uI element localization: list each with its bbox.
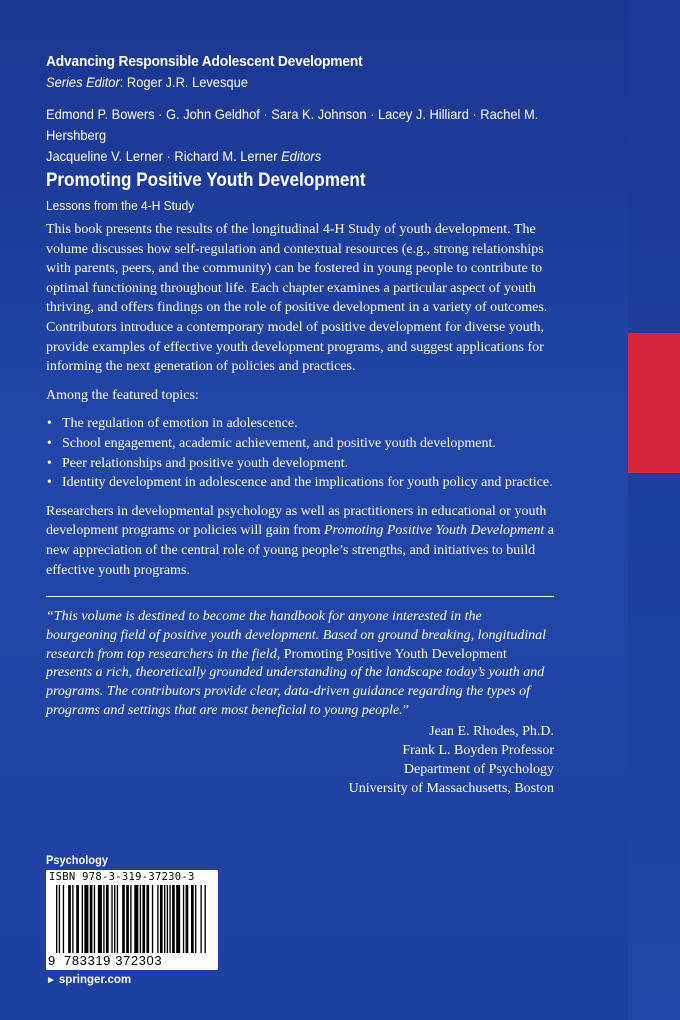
attribution-department: Department of Psychology [403, 762, 554, 777]
editors-label: Editors [281, 148, 322, 164]
subject-category: Psychology [46, 853, 108, 867]
isbn-barcode [46, 870, 218, 970]
barcode-bar [59, 885, 60, 953]
series-editor [46, 72, 543, 92]
editors-line-1: Edmond P. Bowers · G. John Geldhof · Sara K. Johnson · Lacey J. Hilliard · Rachel M. Hershberg [46, 106, 539, 143]
accent-color-tab [628, 333, 680, 473]
quote-close-mark: ” [402, 702, 409, 718]
barcode-bar [169, 885, 170, 953]
barcode-bar [183, 885, 184, 953]
barcode-bar [126, 885, 129, 953]
publisher-url[interactable] [46, 974, 131, 986]
closing-paragraph [46, 502, 566, 580]
barcode-bar [122, 885, 125, 953]
barcode-bar [84, 885, 88, 953]
editors-line-2 [46, 146, 543, 167]
barcode-bar [164, 885, 165, 953]
description-paragraph: This book presents the results of the longitudinal 4-H Study of youth development. The volume discusses how self-regulation and contextual resources (e.g., strong relationships with parents, peers, and the community) can be fostered in young people to contribute to optimal functioning throughout life. Each chapter examines a particular aspect of youth thriving, and offers findings on the role of positive development in a variety of outcomes. Contributors introduce a contemporary model of positive development for diverse youth, provide examples of effective youth development programs, and suggest applications for informing the next generation of policies and practices. [46, 222, 548, 375]
barcode-bar [68, 885, 71, 953]
barcode-bar [195, 885, 196, 953]
barcode-bar [186, 885, 189, 953]
topics-list [46, 414, 566, 492]
barcode-bar [140, 885, 141, 953]
book-description [46, 220, 566, 589]
editors-line-2-names: Jacqueline V. Lerner · Richard M. Lerner [46, 148, 278, 164]
barcode-bar [63, 885, 64, 953]
barcode-bar [106, 885, 109, 953]
barcode-bar [167, 885, 168, 953]
section-divider [46, 596, 554, 597]
arrow-right-icon: ► [46, 975, 56, 986]
barcode-bar [72, 885, 73, 953]
barcode-bar [82, 885, 83, 953]
barcode-bar [157, 885, 158, 953]
barcode-bar [152, 885, 153, 953]
editors-list [46, 104, 543, 167]
closing-text-1: Researchers in developmental psychology as well as practitioners in educational or youth development programs or policies will gain from [46, 503, 547, 539]
barcode-bar [172, 885, 175, 953]
barcode-bar [146, 885, 149, 953]
barcode-bar [200, 885, 201, 953]
barcode-bar [94, 885, 95, 953]
isbn-number: ISBN 978-3-319-37230-3 [49, 871, 195, 883]
barcode-bar [117, 885, 118, 953]
barcode-bar [176, 885, 180, 953]
endorsement-quote [46, 608, 556, 721]
cover-header [46, 52, 586, 215]
attribution-name: Jean E. Rhodes, Ph.D. [429, 724, 554, 739]
barcode-bar [76, 885, 79, 953]
quote-text-2: presents a rich, theoretically grounded understanding of the landscape today’s youth and programs. The contributors provide clear, data-driven guidance regarding the types of programs and settings that are most beneficial to young people. [46, 665, 545, 718]
topic-item: • Identity development in adolescence and the implications for youth policy and practice. [46, 473, 566, 493]
barcode-bar [90, 885, 93, 953]
barcode-bar [160, 885, 163, 953]
series-title: Advancing Responsible Adolescent Development [46, 53, 363, 70]
book-subtitle: Lessons from the 4-H Study [46, 198, 195, 213]
barcode-bar [205, 885, 206, 953]
topic-item: • Peer relationships and positive youth development. [46, 454, 566, 474]
topic-item: • The regulation of emotion in adolescence. [46, 414, 566, 434]
quote-attribution [300, 722, 554, 798]
barcode-bars [56, 885, 208, 953]
publisher-url-text: springer.com [58, 974, 132, 986]
barcode-bar [130, 885, 131, 953]
book-title: Promoting Positive Youth Development [46, 170, 366, 191]
topic-item: • School engagement, academic achievement, and positive youth development. [46, 434, 566, 454]
barcode-bar [114, 885, 115, 953]
closing-book-title: Promoting Positive Youth Development [324, 523, 545, 539]
closing-text-2: a new appreciation of the central role of young people’s strengths, and initiatives to build effective youth programs. [46, 523, 554, 578]
barcode-first-digit: 9 [48, 953, 56, 968]
barcode-bar [191, 885, 194, 953]
series-editor-label: Series Editor [46, 74, 120, 90]
barcode-bar [134, 885, 138, 953]
barcode-bar [103, 885, 104, 953]
attribution-institution: University of Massachusetts, Boston [348, 781, 554, 796]
spine-edge [628, 0, 680, 1020]
barcode-bar [56, 885, 57, 953]
topics-intro: Among the featured topics: [46, 387, 199, 403]
barcode-bar [142, 885, 145, 953]
attribution-title: Frank L. Boyden Professor [402, 743, 554, 758]
quote-book-title: Promoting Positive Youth Development [283, 646, 507, 662]
barcode-remaining-digits: 783319 372303 [64, 953, 163, 968]
quote-text-1: “This volume is destined to become the handbook for anyone interested in the bourgeoning field of positive youth development. Based on ground breaking, longitudinal research from top researchers in the field, [46, 609, 547, 662]
series-editor-name: : Roger J.R. Levesque [119, 74, 248, 90]
barcode-bar [111, 885, 112, 953]
barcode-bar [98, 885, 102, 953]
